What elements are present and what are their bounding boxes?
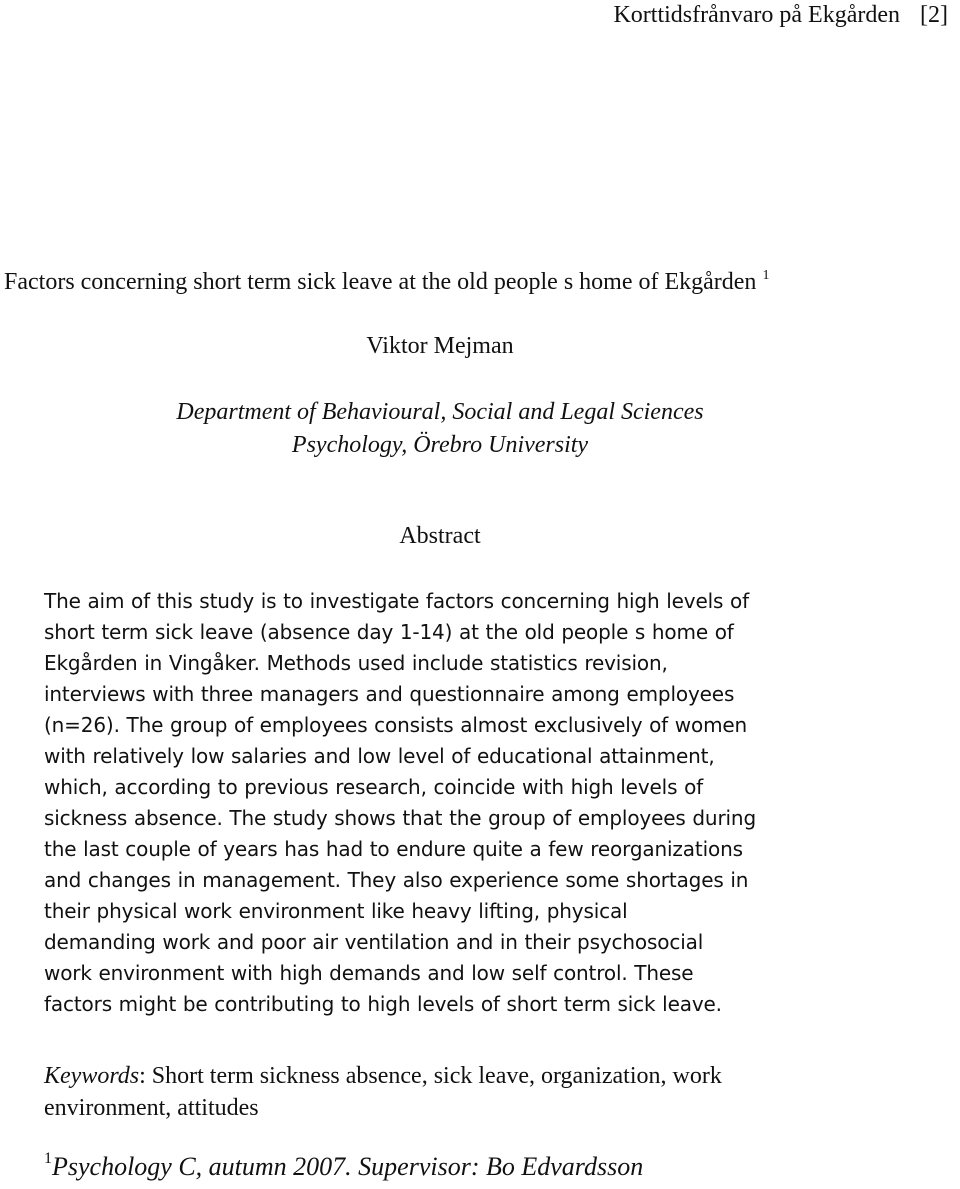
abstract-line: demanding work and poor air ventilation and in their psychosocial bbox=[44, 930, 704, 954]
abstract-line: factors might be contributing to high levels of short term sick leave. bbox=[44, 992, 722, 1016]
keywords-text-1: : Short term sickness absence, sick leave, organization, work bbox=[139, 1063, 722, 1089]
footnote bbox=[44, 1150, 643, 1182]
affiliation-university: Psychology, Örebro University bbox=[291, 432, 589, 458]
keywords bbox=[44, 1060, 722, 1124]
abstract-line: and changes in management. They also experience some shortages in bbox=[44, 868, 749, 892]
affiliation bbox=[0, 396, 880, 462]
footnote-marker: 1 bbox=[44, 1150, 52, 1167]
running-title: Korttidsfrånvaro på Ekgården bbox=[613, 2, 901, 28]
paper-title bbox=[4, 268, 769, 296]
page-number: [2] bbox=[920, 2, 948, 28]
abstract-line: which, according to previous research, coincide with high levels of bbox=[44, 775, 704, 799]
paper-title-text: Factors concerning short term sick leave at the old people s home of Ekgården bbox=[4, 269, 757, 295]
running-header bbox=[613, 2, 948, 29]
title-footnote-marker: 1 bbox=[762, 268, 770, 283]
abstract-line: (n=26). The group of employees consists almost exclusively of women bbox=[44, 713, 748, 737]
abstract-line: their physical work environment like heavy lifting, physical bbox=[44, 899, 628, 923]
author-name: Viktor Mejman bbox=[366, 333, 514, 359]
keywords-label: Keywords bbox=[44, 1063, 140, 1089]
footnote-text: Psychology C, autumn 2007. Supervisor: Bo Edvardsson bbox=[52, 1152, 644, 1181]
abstract-line: The aim of this study is to investigate factors concerning high levels of bbox=[44, 589, 749, 613]
abstract-line: interviews with three managers and questionnaire among employees bbox=[44, 682, 735, 706]
keywords-text-2: environment, attitudes bbox=[44, 1095, 259, 1121]
abstract-heading: Abstract bbox=[399, 523, 481, 549]
abstract-body bbox=[44, 586, 864, 1020]
abstract-line: sickness absence. The study shows that the group of employees during bbox=[44, 806, 756, 830]
abstract-line: short term sick leave (absence day 1-14) at the old people s home of bbox=[44, 620, 734, 644]
abstract-line: Ekgården in Vingåker. Methods used include statistics revision, bbox=[44, 651, 668, 675]
affiliation-department: Department of Behavioural, Social and Legal Sciences bbox=[176, 399, 704, 425]
keywords-line-1 bbox=[44, 1060, 722, 1092]
abstract-line: the last couple of years has had to endure quite a few reorganizations bbox=[44, 837, 743, 861]
abstract-line: with relatively low salaries and low level of educational attainment, bbox=[44, 744, 715, 768]
abstract-line: work environment with high demands and low self control. These bbox=[44, 961, 694, 985]
